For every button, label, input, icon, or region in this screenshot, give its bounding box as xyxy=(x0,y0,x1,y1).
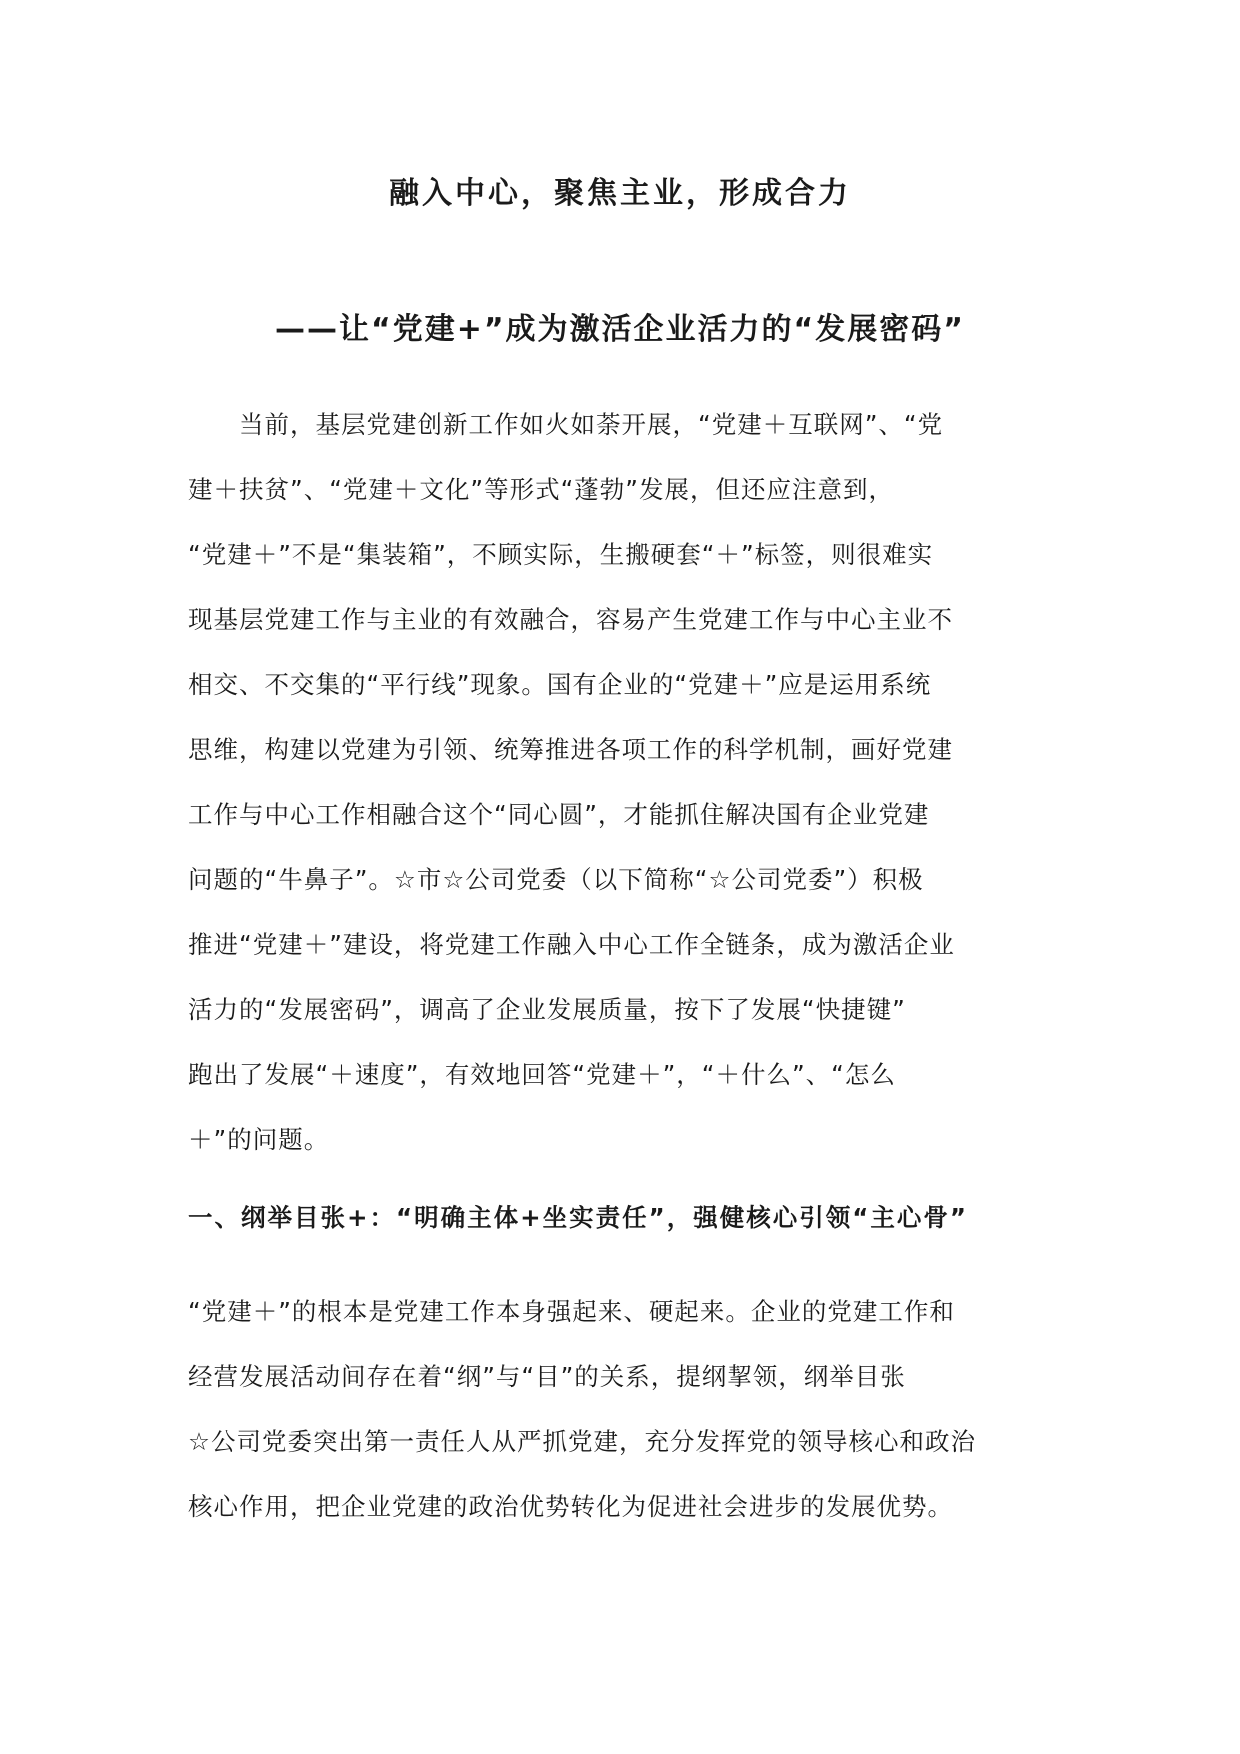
section-paragraph xyxy=(188,1279,1058,1539)
paragraph-line: 相交、不交集的“平行线”现象。国有企业的“党建＋”应是运用系统 xyxy=(188,670,932,699)
intro-paragraph xyxy=(188,392,1058,1172)
paragraph-line: ☆公司党委突出第一责任人从严抓党建，充分发挥党的领导核心和政治 xyxy=(188,1427,976,1456)
paragraph-line: 核心作用，把企业党建的政治优势转化为促进社会进步的发展优势。 xyxy=(188,1492,953,1521)
paragraph-line: 跑出了发展“＋速度”，有效地回答“党建＋”，“＋什么”、“怎么 xyxy=(188,1060,896,1089)
paragraph-line: 思维，构建以党建为引领、统筹推进各项工作的科学机制，画好党建 xyxy=(188,735,953,764)
paragraph-line: 建＋扶贫”、“党建＋文化”等形式“蓬勃”发展，但还应注意到， xyxy=(188,475,894,504)
paragraph-line: “党建＋”不是“集装箱”，不顾实际，生搬硬套“＋”标签，则很难实 xyxy=(188,540,934,569)
paragraph-line: 推进“党建＋”建设，将党建工作融入中心工作全链条，成为激活企业 xyxy=(188,930,955,959)
paragraph-line: 现基层党建工作与主业的有效融合，容易产生党建工作与中心主业不 xyxy=(188,605,953,634)
paragraph-line: 经营发展活动间存在着“纲”与“目”的关系，提纲挈领，纲举目张 xyxy=(188,1362,906,1391)
document-title: 融入中心，聚焦主业，形成合力 xyxy=(389,176,851,211)
paragraph-line: 当前，基层党建创新工作如火如荼开展，“党建＋互联网”、“党 xyxy=(188,410,944,439)
paragraph-line: 工作与中心工作相融合这个“同心圆”，才能抓住解决国有企业党建 xyxy=(188,800,930,829)
paragraph-line: ＋”的问题。 xyxy=(188,1125,330,1154)
document-subtitle: ——让“党建+”成为激活企业活力的“发展密码” xyxy=(274,312,965,347)
paragraph-line: “党建＋”的根本是党建工作本身强起来、硬起来。企业的党建工作和 xyxy=(188,1297,955,1326)
section-heading: 一、纲举目张+：“明确主体+坐实责任”，强健核心引领“主心骨” xyxy=(188,1203,968,1232)
paragraph-line: 活力的“发展密码”，调高了企业发展质量，按下了发展“快捷键” xyxy=(188,995,906,1024)
paragraph-line: 问题的“牛鼻子”。☆市☆公司党委（以下简称“☆公司党委”）积极 xyxy=(188,865,924,894)
